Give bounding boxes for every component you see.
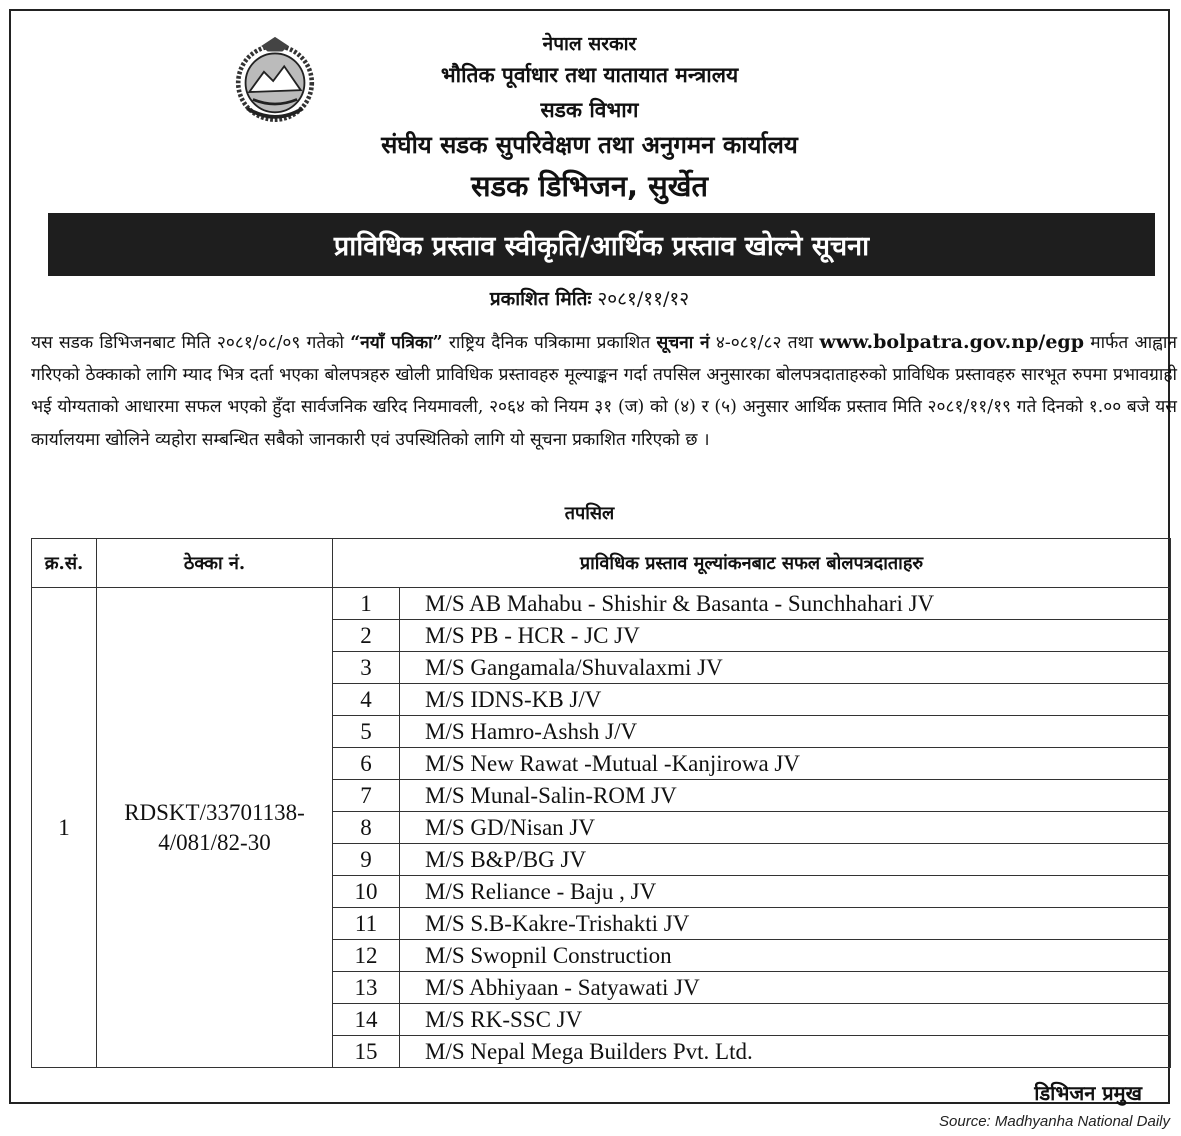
bidder-name: M/S S.B-Kakre-Trishakti JV: [400, 908, 1171, 940]
bidder-number: 4: [333, 684, 400, 716]
bidder-name: M/S B&P/BG JV: [400, 844, 1171, 876]
serial-cell: 1: [32, 588, 97, 1068]
bidder-name: M/S Munal-Salin-ROM JV: [400, 780, 1171, 812]
bidder-number: 3: [333, 652, 400, 684]
body-text-1: यस सडक डिभिजनबाट मिति २०८१/०८/०९ गतेको: [31, 333, 351, 353]
bidder-name: M/S Gangamala/Shuvalaxmi JV: [400, 652, 1171, 684]
published-date-line: [11, 285, 1168, 311]
bidder-rows: [32, 588, 1171, 1068]
bidder-number: 2: [333, 620, 400, 652]
bidder-number: 7: [333, 780, 400, 812]
bidder-name: M/S Reliance - Baju , JV: [400, 876, 1171, 908]
bidder-name: M/S IDNS-KB J/V: [400, 684, 1171, 716]
division-title: सडक डिभिजन, सुर्खेत: [471, 169, 708, 203]
egp-url[interactable]: www.bolpatra.gov.np/egp: [819, 331, 1084, 353]
bidder-number: 15: [333, 1036, 400, 1068]
newspaper-name: “नयाँ पत्रिका”: [350, 333, 443, 353]
bidder-name: M/S Hamro-Ashsh J/V: [400, 716, 1171, 748]
bidder-number: 10: [333, 876, 400, 908]
bidder-name: M/S Swopnil Construction: [400, 940, 1171, 972]
bidder-name: M/S AB Mahabu - Shishir & Basanta - Sunchhahari JV: [400, 588, 1171, 620]
bidder-number: 14: [333, 1004, 400, 1036]
notice-body: [31, 326, 1177, 456]
published-label: प्रकाशित मितिः: [489, 288, 592, 310]
bidder-number: 11: [333, 908, 400, 940]
bidders-table: [31, 538, 1171, 1068]
ministry-title: भौतिक पूर्वाधार तथा यातायात मन्त्रालय: [440, 62, 739, 87]
body-text-2: राष्ट्रिय दैनिक पत्रिकामा प्रकाशित: [442, 333, 657, 353]
schedule-label: तपसिल: [564, 503, 615, 524]
body-text-3: ४-०८१/८२ तथा: [709, 333, 820, 353]
notice-title: प्राविधिक प्रस्ताव स्वीकृति/आर्थिक प्रस्ताव खोल्ने सूचना: [333, 231, 870, 262]
bidder-name: M/S PB - HCR - JC JV: [400, 620, 1171, 652]
col-serial: क्र.सं.: [32, 539, 97, 588]
body-text-4: मार्फत आह्वान गरिएको ठेक्काको लागि म्याद भित्र दर्ता भएका बोलपत्रहरु खोली प्राविधिक प्रस्तावहरु मूल्याङ्कन गर्दा तपसिल अनुसारका बोलपत्रदाताहरुको प्राविधिक प्रस्तावहरु सारभूत रुपमा प्रभावग्राही भई योग्यताको आधारमा सफल भएको हुँदा सार्वजनिक खरिद नियमावली, २०६४ को नियम ३१ (ज) को (४) र (५) अनुसार आर्थिक प्रस्ताव मिति २०८१/११/१९ गते दिनको १.०० बजे यस कार्यालयमा खोलिने व्यहोरा सम्बन्धित सबैको जानकारी एवं उपस्थितिको लागि यो सूचना प्रकाशित गरिएको छ ।: [31, 333, 1177, 450]
office-title: संघीय सडक सुपरिवेक्षण तथा अनुगमन कार्यालय: [381, 130, 798, 159]
bidder-number: 8: [333, 812, 400, 844]
bidder-number: 5: [333, 716, 400, 748]
bidder-name: M/S GD/Nisan JV: [400, 812, 1171, 844]
bidder-number: 6: [333, 748, 400, 780]
notice-title-banner: [48, 213, 1155, 276]
bidder-name: M/S Abhiyaan - Satyawati JV: [400, 972, 1171, 1004]
signature: डिभिजन प्रमुख: [1034, 1081, 1142, 1105]
contract-number-cell: RDSKT/33701138- 4/081/82-30: [97, 588, 333, 1068]
government-title: नेपाल सरकार: [542, 33, 637, 55]
bidder-name: M/S Nepal Mega Builders Pvt. Ltd.: [400, 1036, 1171, 1068]
bidder-number: 9: [333, 844, 400, 876]
bidder-number: 13: [333, 972, 400, 1004]
table-header-row: [32, 539, 1171, 588]
col-bidders: प्राविधिक प्रस्ताव मूल्यांकनबाट सफल बोलपत्रदाताहरु: [333, 539, 1171, 588]
notice-number-label: सूचना नं: [656, 333, 710, 353]
notice-frame: [9, 9, 1177, 1105]
source-credit: Source: Madhyanha National Daily: [939, 1113, 1170, 1130]
bidder-number: 1: [333, 588, 400, 620]
published-date: २०८१/११/१२: [597, 288, 690, 310]
bidder-number: 12: [333, 940, 400, 972]
department-title: सडक विभाग: [540, 97, 639, 122]
bidder-name: M/S RK-SSC JV: [400, 1004, 1171, 1036]
bidder-name: M/S New Rawat -Mutual -Kanjirowa JV: [400, 748, 1171, 780]
table-row: [32, 588, 1171, 620]
col-contract-no: ठेक्का नं.: [97, 539, 333, 588]
